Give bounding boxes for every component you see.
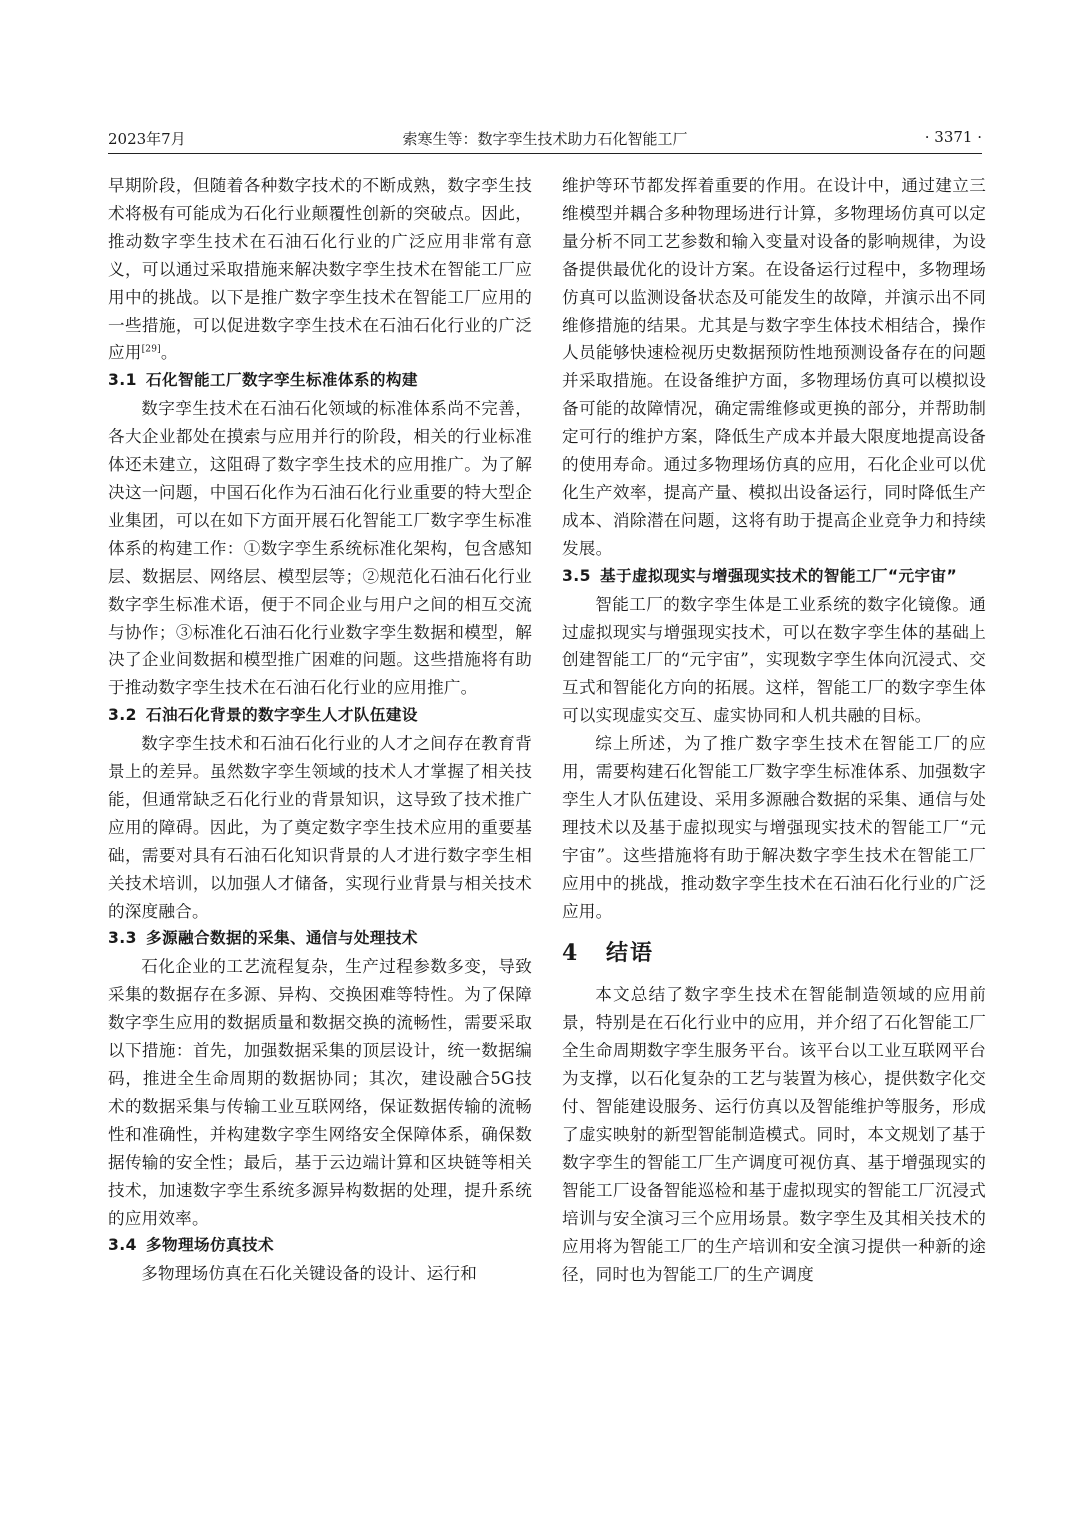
section-3-4-heading <box>108 1232 532 1260</box>
section-number: 3.1 <box>108 371 137 390</box>
section-3-2-heading <box>108 702 532 730</box>
section-number: 4 <box>562 940 580 967</box>
section-3-1-heading <box>108 367 532 395</box>
section-3-3-paragraph: 石化企业的工艺流程复杂，生产过程参数多变，导致采集的数据存在多源、异构、交换困难等特性。为了保障数字孪生应用的数据质量和数据交换的流畅性，需要采取以下措施：首先，加强数据采集的顶层设计，统一数据编码，推进全生命周期的数据协同；其次，建设融合5G技术的数据采集与传输工业互联网络，保证数据传输的流畅性和准确性，并构建数字孪生网络安全保障体系，确保数据传输的安全性；最后，基于云边端计算和区块链等相关技术，加速数字孪生系统多源异构数据的处理，提升系统的应用效率。 <box>108 957 532 1228</box>
section-number: 3.3 <box>108 929 137 948</box>
running-title: 索寒生等：数字孪生技术助力石化智能工厂 <box>402 130 688 148</box>
issue-date: 2023年7月 <box>108 130 186 148</box>
section-3-1-paragraph: 数字孪生技术在石油石化领域的标准体系尚不完善，各大企业都处在摸索与应用并行的阶段，相关的行业标准体还未建立，这阻碍了数字孪生技术的应用推广。为了解决这一问题，中国石化作为石油石化行业重要的特大型企业集团，可以在如下方面开展石化智能工厂数字孪生标准体系的构建工作：①数字孪生系统标准化架构，包含感知层、数据层、网络层、模型层等；②规范化石油石化行业数字孪生标准术语，便于不同企业与用户之间的相互交流与协作；③标准化石油石化行业数字孪生数据和模型，解决了企业间数据和模型推广困难的问题。这些措施将有助于推动数字孪生技术在石油石化行业的应用推广。 <box>108 399 532 698</box>
section-title: 多源融合数据的采集、通信与处理技术 <box>146 929 418 948</box>
section-number: 3.5 <box>562 566 591 585</box>
section-3-4-paragraph-continued: 维护等环节都发挥着重要的作用。在设计中，通过建立三维模型并耦合多种物理场进行计算，多物理场仿真可以定量分析不同工艺参数和输入变量对设备的影响规律，为设备提供最优化的设计方案。在设备运行过程中，多物理场仿真可以监测设备状态及可能发生的故障，并演示出不同维修措施的结果。尤其是与数字孪生体技术相结合，操作人员能够快速检视历史数据预防性地预测设备存在的问题并采取措施。在设备维护方面，多物理场仿真可以模拟设备可能的故障情况，确定需维修或更换的部分，并帮助制定可行的维护方案，降低生产成本并最大限度地提高设备的使用寿命。通过多物理场仿真的应用，石化企业可以优化生产效率，提高产量、模拟出设备运行，同时降低生产成本、消除潜在问题，这将有助于提高企业竞争力和持续发展。 <box>562 176 986 558</box>
page-header <box>108 128 982 154</box>
intro-paragraph <box>108 172 532 367</box>
section-3-4-paragraph: 多物理场仿真在石化关键设备的设计、运行和 <box>141 1264 478 1284</box>
section-title: 石油石化背景的数字孪生人才队伍建设 <box>146 706 418 725</box>
section-title: 多物理场仿真技术 <box>146 1236 274 1255</box>
section-3-3-heading <box>108 925 532 953</box>
left-column <box>108 172 532 1288</box>
section-3-5-paragraph: 智能工厂的数字孪生体是工业系统的数字化镜像。通过虚拟现实与增强现实技术，可以在数字孪生体的基础上创建智能工厂的“元宇宙”，实现数字孪生体向沉浸式、交互式和智能化方向的拓展。这样，智能工厂的数字孪生体可以实现虚实交互、虚实协同和人机共融的目标。 <box>562 594 986 726</box>
right-column <box>562 172 986 1288</box>
intro-end: 。 <box>160 343 178 363</box>
section-title: 结语 <box>606 940 655 967</box>
header-rule <box>108 153 982 154</box>
citation-ref: [29] <box>141 344 161 355</box>
summary-paragraph: 综上所述，为了推广数字孪生技术在智能工厂的应用，需要构建石化智能工厂数字孪生标准体系、加强数字孪生人才队伍建设、采用多源融合数据的采集、通信与处理技术以及基于虚拟现实与增强现实技术的智能工厂“元宇宙”。这些措施将有助于解决数字孪生技术在智能工厂应用中的挑战，推动数字孪生技术在石油石化行业的广泛应用。 <box>562 734 986 921</box>
section-number: 3.2 <box>108 706 137 725</box>
intro-text: 早期阶段，但随着各种数字技术的不断成熟，数字孪生技术将极有可能成为石化行业颠覆性创新的突破点。因此，推动数字孪生技术在石油石化行业的广泛应用非常有意义，可以通过采取措施来解决数字孪生技术在智能工厂应用中的挑战。以下是推广数字孪生技术在智能工厂应用的一些措施，可以促进数字孪生技术在石油石化行业的广泛应用 <box>108 176 532 363</box>
section-title: 石化智能工厂数字孪生标准体系的构建 <box>146 371 418 390</box>
section-number: 3.4 <box>108 1236 137 1255</box>
section-title: 基于虚拟现实与增强现实技术的智能工厂“元宇宙” <box>600 566 958 585</box>
section-3-2-paragraph: 数字孪生技术和石油石化行业的人才之间存在教育背景上的差异。虽然数字孪生领域的技术人才掌握了相关技能，但通常缺乏石化行业的背景知识，这导致了技术推广应用的障碍。因此，为了奠定数字孪生技术应用的重要基础，需要对具有石油石化知识背景的人才进行数字孪生相关技术培训，以加强人才储备，实现行业背景与相关技术的深度融合。 <box>108 734 532 921</box>
section-3-5-heading <box>562 563 986 591</box>
conclusion-paragraph: 本文总结了数字孪生技术在智能制造领域的应用前景，特别是在石化行业中的应用，并介绍了石化智能工厂全生命周期数字孪生服务平台。该平台以工业互联网平台为支撑，以石化复杂的工艺与装置为核心，提供数字化交付、智能建设服务、运行仿真以及智能维护等服务，形成了虚实映射的新型智能制造模式。同时，本文规划了基于数字孪生的智能工厂生产调度可视仿真、基于增强现实的智能工厂设备智能巡检和基于虚拟现实的智能工厂沉浸式培训与安全演习三个应用场景。数字孪生及其相关技术的应用将为智能工厂的生产培训和安全演习提供一种新的途径，同时也为智能工厂的生产调度 <box>562 985 986 1284</box>
page-number: · 3371 · <box>924 128 982 146</box>
section-4-heading <box>562 937 986 969</box>
